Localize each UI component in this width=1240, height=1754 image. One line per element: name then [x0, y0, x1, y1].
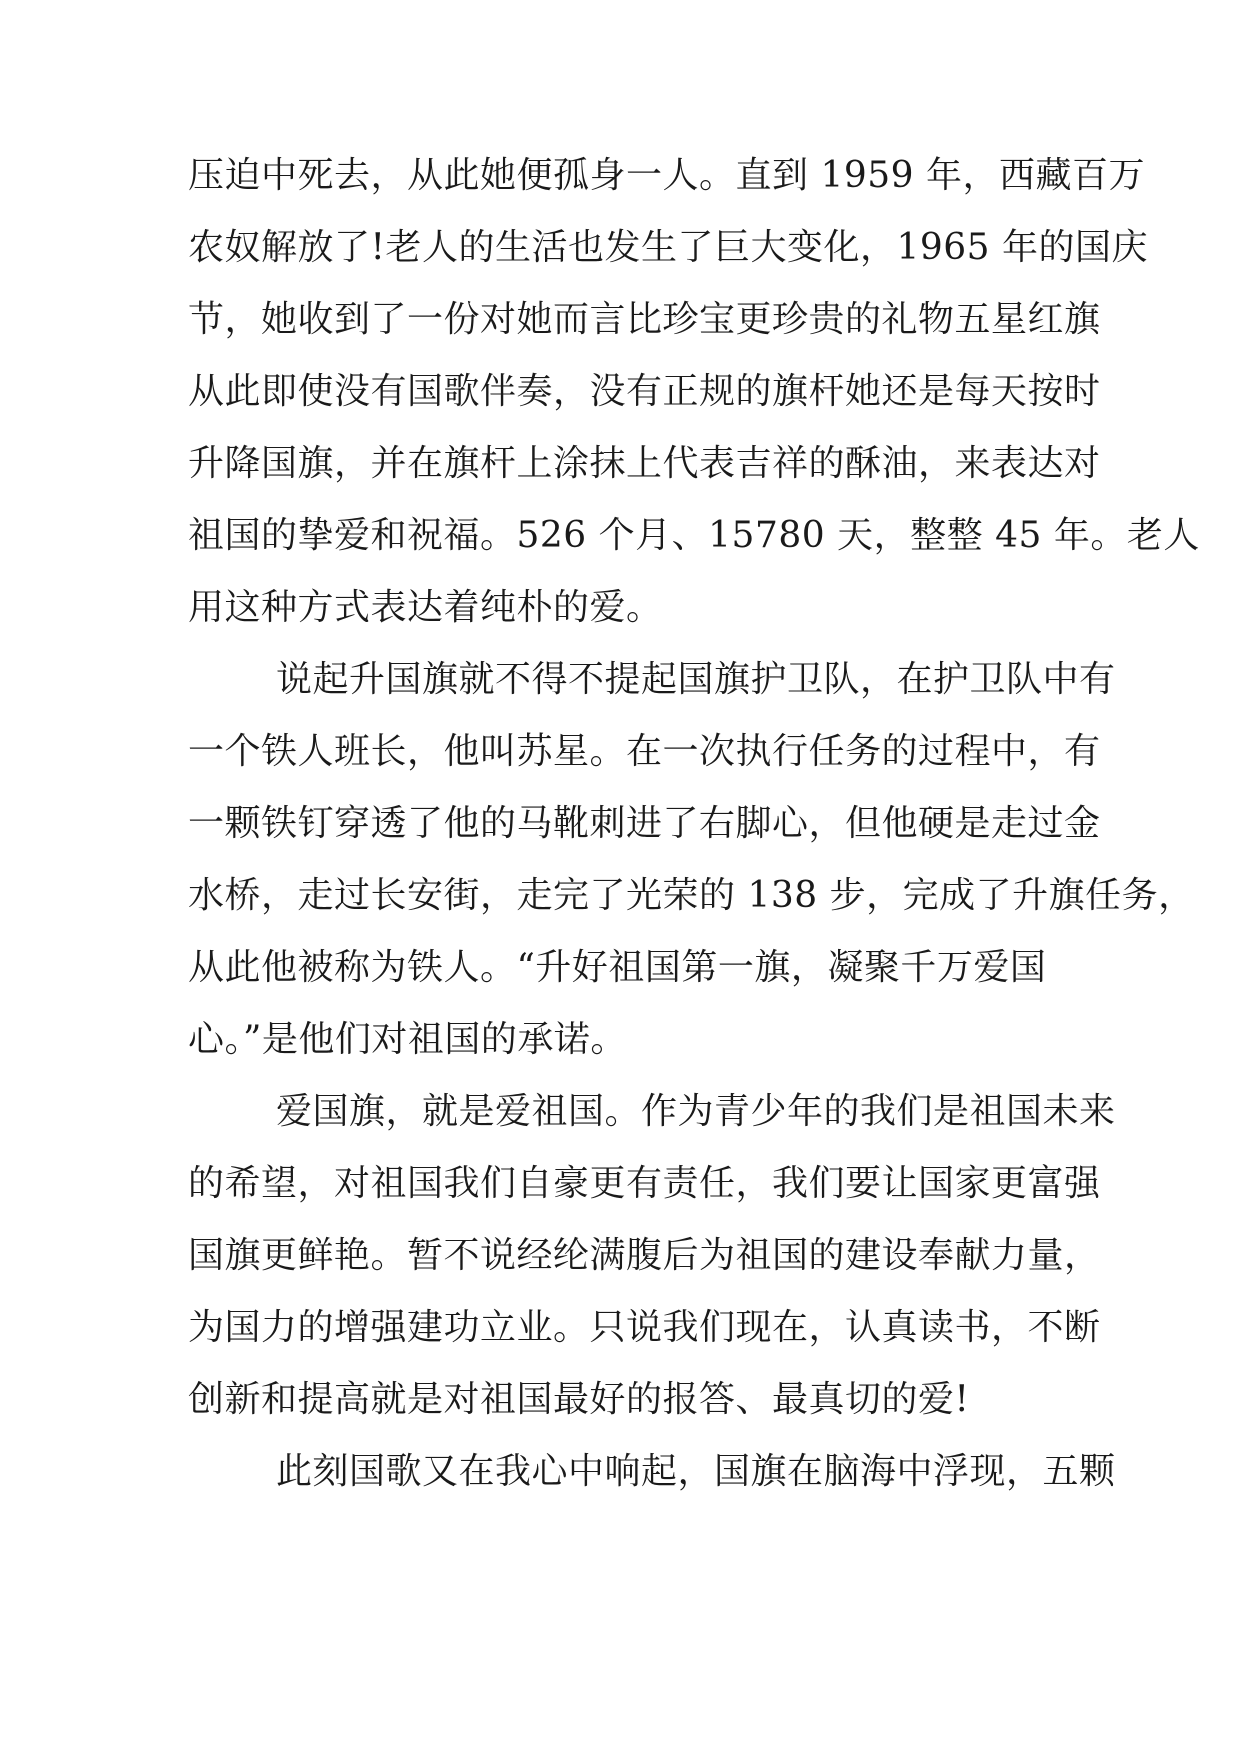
text-line: 一颗铁钉穿透了他的马靴刺进了右脚心，但他硬是走过金: [188, 803, 1101, 844]
text-line: 祖国的挚爱和祝福。526 个月、15780 天，整整 45 年。老人: [188, 515, 1200, 556]
paragraph-first-line: 此刻国歌又在我心中响起，国旗在脑海中浮现，五颗: [276, 1451, 1116, 1492]
text-line: 心。”是他们对祖国的承诺。: [188, 1019, 627, 1060]
paragraph-first-line: 说起升国旗就不得不提起国旗护卫队，在护卫队中有: [276, 659, 1116, 700]
text-line: 国旗更鲜艳。暂不说经纶满腹后为祖国的建设奉献力量，: [188, 1235, 1101, 1276]
text-line: 节，她收到了一份对她而言比珍宝更珍贵的礼物五星红旗: [188, 299, 1101, 340]
text-line: 升降国旗，并在旗杆上涂抹上代表吉祥的酥油，来表达对: [188, 443, 1101, 484]
text-line: 用这种方式表达着纯朴的爱。: [188, 587, 663, 628]
paragraph-first-line: 爱国旗，就是爱祖国。作为青少年的我们是祖国未来: [276, 1091, 1116, 1132]
text-line: 水桥，走过长安街，走完了光荣的 138 步，完成了升旗任务，: [188, 875, 1195, 916]
text-line: 为国力的增强建功立业。只说我们现在，认真读书，不断: [188, 1307, 1101, 1348]
text-line: 的希望，对祖国我们自豪更有责任，我们要让国家更富强: [188, 1163, 1101, 1204]
text-line: 从此他被称为铁人。“升好祖国第一旗，凝聚千万爱国: [188, 947, 1047, 988]
text-line: 从此即使没有国歌伴奏，没有正规的旗杆她还是每天按时: [188, 371, 1101, 412]
text-line: 压迫中死去，从此她便孤身一人。直到 1959 年，西藏百万: [188, 155, 1146, 196]
text-line: 农奴解放了!老人的生活也发生了巨大变化，1965 年的国庆: [188, 227, 1149, 268]
text-line: 一个铁人班长，他叫苏星。在一次执行任务的过程中，有: [188, 731, 1101, 772]
text-line: 创新和提高就是对祖国最好的报答、最真切的爱!: [188, 1379, 970, 1420]
